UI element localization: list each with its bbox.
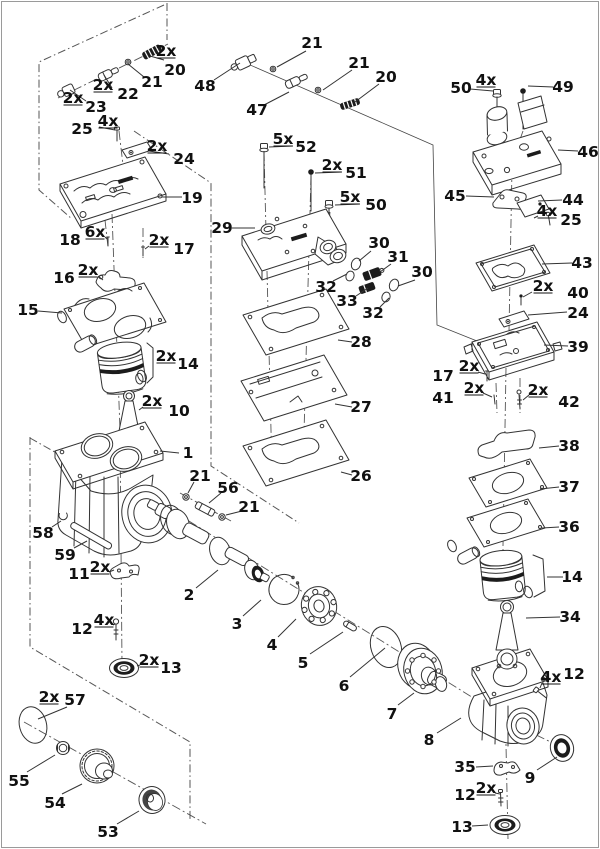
callout-number: 36	[558, 518, 580, 536]
callout-qty: 2x	[138, 651, 160, 669]
callout-number: 37	[558, 478, 580, 496]
callout-qty: 2x	[155, 347, 177, 365]
callout-number: 26	[350, 467, 372, 485]
part-14-piston-left	[96, 340, 147, 397]
callout-number: 2	[183, 586, 195, 604]
callout-number: 45	[444, 187, 466, 205]
callout-number: 31	[387, 248, 409, 266]
callout-qty: 2x	[321, 156, 343, 174]
callout-number: 17	[173, 240, 195, 258]
callout-number: 18	[59, 231, 81, 249]
callout-number: 38	[558, 437, 580, 455]
callout-number: 4	[266, 636, 278, 654]
callout-qty: 2x	[458, 357, 480, 375]
part-21-nut-a	[183, 494, 189, 500]
callout-number: 55	[8, 772, 30, 790]
callout-number: 12	[71, 620, 93, 638]
callout-number: 23	[85, 98, 107, 116]
part-21-washer-b	[270, 66, 276, 72]
part-14-piston-right	[479, 548, 526, 602]
callout-number: 7	[386, 705, 398, 723]
callout-number: 13	[451, 818, 473, 836]
callout-number: 3	[231, 615, 243, 633]
callout-number: 47	[246, 101, 268, 119]
callout-qty: 2x	[89, 558, 111, 576]
callout-number: 21	[141, 73, 163, 91]
callout-qty: 2x	[527, 381, 549, 399]
callout-number: 30	[368, 234, 390, 252]
callout-number: 25	[560, 211, 582, 229]
callout-number: 27	[350, 398, 372, 416]
part-13-seal-right	[490, 816, 520, 835]
callout-number: 20	[375, 68, 397, 86]
callout-qty: 2x	[92, 76, 114, 94]
callout-number: 43	[571, 254, 593, 272]
callout-qty: 2x	[475, 779, 497, 797]
callout-number: 56	[217, 479, 239, 497]
callout-number: 44	[562, 191, 584, 209]
callout-qty: 2x	[141, 392, 163, 410]
callout-number: 54	[44, 794, 66, 812]
callout-qty: 4x	[93, 611, 115, 629]
callout-number: 51	[345, 164, 367, 182]
callout-number: 46	[577, 143, 599, 161]
callout-number: 53	[97, 823, 119, 841]
callout-number: 8	[423, 731, 435, 749]
callout-number: 21	[189, 467, 211, 485]
callout-number: 17	[432, 367, 454, 385]
callout-number: 50	[365, 196, 387, 214]
callout-number: 22	[117, 85, 139, 103]
callout-qty: 2x	[148, 231, 170, 249]
callout-number: 48	[194, 77, 216, 95]
callout-number: 58	[32, 524, 54, 542]
part-13-seal-left	[110, 659, 139, 678]
callout-qty: 2x	[532, 277, 554, 295]
part-55-nut	[57, 742, 70, 755]
callout-number: 15	[17, 301, 39, 319]
part-21-washer	[125, 59, 131, 65]
callout-number: 41	[432, 389, 454, 407]
callout-number: 59	[54, 546, 76, 564]
callout-number: 19	[181, 189, 203, 207]
callout-qty: 4x	[536, 202, 558, 220]
part-21-washer-c	[315, 87, 321, 93]
callout-number: 25	[71, 120, 93, 138]
callout-number: 12	[563, 665, 585, 683]
callout-number: 20	[164, 61, 186, 79]
callout-number: 13	[160, 659, 182, 677]
callout-qty: 2x	[463, 379, 485, 397]
callout-number: 21	[348, 54, 370, 72]
callout-number: 6	[338, 677, 350, 695]
callout-qty: 4x	[97, 112, 119, 130]
callout-number: 21	[238, 498, 260, 516]
callout-qty: 2x	[62, 89, 84, 107]
callout-qty: 4x	[540, 668, 562, 686]
callout-qty: 5x	[339, 188, 361, 206]
callout-number: 35	[454, 758, 476, 776]
callout-number: 28	[350, 333, 372, 351]
callout-number: 52	[295, 138, 317, 156]
callout-number: 32	[362, 304, 384, 322]
callout-number: 24	[567, 304, 589, 322]
callout-number: 29	[211, 219, 233, 237]
callout-number: 24	[173, 150, 195, 168]
callout-number: 49	[552, 78, 574, 96]
callout-number: 12	[454, 786, 476, 804]
callout-number: 9	[524, 769, 536, 787]
callout-number: 14	[177, 355, 199, 373]
callout-qty: 2x	[38, 688, 60, 706]
callout-qty: 2x	[77, 261, 99, 279]
callout-qty: 5x	[272, 130, 294, 148]
callout-qty: 6x	[84, 223, 106, 241]
callout-qty: 4x	[475, 71, 497, 89]
callout-qty: 2x	[146, 137, 168, 155]
callout-number: 30	[411, 263, 433, 281]
callout-number: 39	[567, 338, 589, 356]
part-54-gear	[80, 749, 114, 783]
callout-number: 57	[64, 691, 86, 709]
callout-number: 5	[297, 654, 309, 672]
callout-number: 11	[68, 565, 90, 583]
callout-number: 42	[558, 393, 580, 411]
callout-qty: 2x	[155, 42, 177, 60]
callout-number: 21	[301, 34, 323, 52]
callout-number: 14	[561, 568, 583, 586]
part-21-nut-b	[219, 514, 225, 520]
callout-number: 33	[336, 292, 358, 310]
callout-number: 10	[168, 402, 190, 420]
callout-number: 50	[450, 79, 472, 97]
callout-number: 16	[53, 269, 75, 287]
callout-number: 1	[182, 444, 194, 462]
callout-number: 34	[559, 608, 581, 626]
callout-number: 32	[315, 278, 337, 296]
callout-number: 40	[567, 284, 589, 302]
